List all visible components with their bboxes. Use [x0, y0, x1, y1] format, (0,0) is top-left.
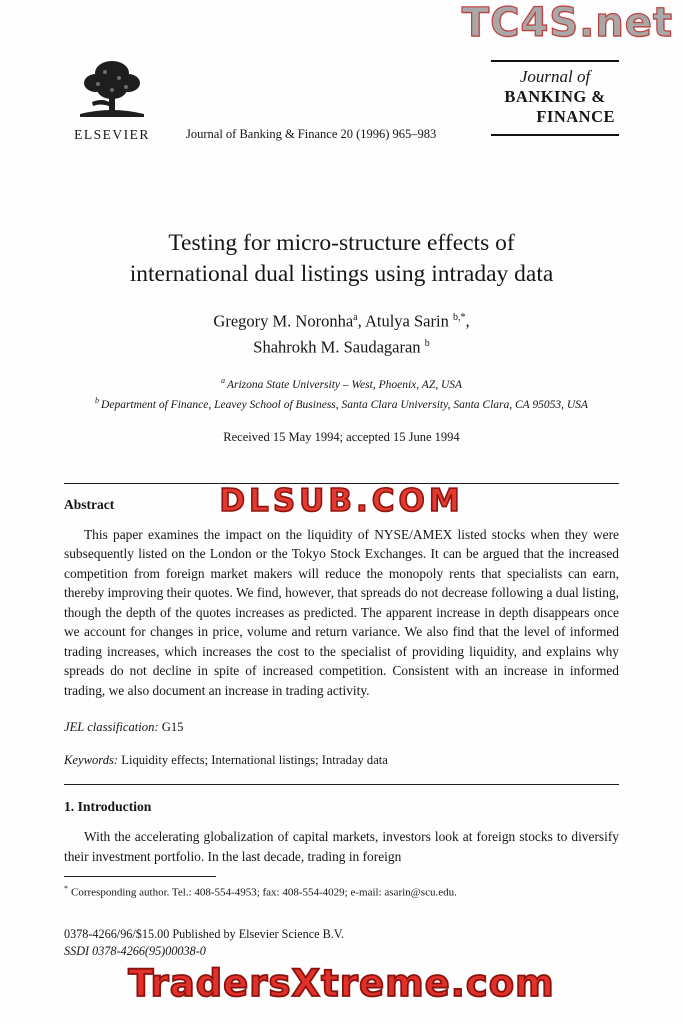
page-title: [64, 228, 619, 290]
keywords-label: Keywords:: [64, 753, 119, 768]
author-1: Gregory M. Noronha: [213, 311, 354, 331]
journal-box-line3: FINANCE: [536, 107, 615, 126]
affiliation-a-text: Arizona State University – West, Phoenix, AZ, USA: [226, 378, 463, 391]
elsevier-logo: [66, 58, 158, 143]
journal-header: [64, 58, 619, 148]
elsevier-tree-icon: [72, 107, 152, 124]
author-line1: [64, 307, 619, 333]
author-3: Shahrokh M. Saudagaran: [253, 337, 421, 356]
watermark-middle: DLSUB.COM: [219, 483, 464, 519]
ssdi-label: SSDI: [64, 944, 90, 958]
rule-above-introduction: [64, 784, 619, 785]
journal-box-line1: Journal of: [519, 67, 591, 86]
title-line1: Testing for micro-structure effects of: [168, 230, 515, 256]
ssdi-value: 0378-4266(95)00038-0: [92, 944, 206, 958]
introduction-text: With the accelerating globalization of capital markets, investors look at foreign stocks to diversify their investment portfolio. In the last decade, trading in foreign: [64, 829, 619, 864]
author-2-affil-mark: b,*: [452, 312, 466, 323]
journal-citation: Journal of Banking & Finance 20 (1996) 965–983: [186, 127, 437, 141]
author-2: Atulya Sarin: [364, 311, 449, 331]
author-3-affil-mark: b: [424, 337, 430, 349]
footnote-block: [64, 876, 619, 900]
imprint-block: [64, 926, 344, 960]
watermark-top: TC4S.net: [461, 0, 673, 46]
imprint-line1: 0378-4266/96/$15.00 Published by Elsevier Science B.V.: [64, 927, 345, 941]
journal-title-box: [491, 60, 619, 136]
section-heading-introduction: 1. Introduction: [64, 799, 152, 815]
author-separator: ,: [465, 311, 470, 331]
affiliation-a-mark: a: [220, 376, 225, 385]
author-line2: [64, 333, 619, 359]
affiliation-a: [64, 373, 619, 393]
footnote-text: Corresponding author. Tel.: 408-554-4953; fax: 408-554-4029; e-mail: asarin@scu.edu.: [71, 886, 457, 899]
author-1-affil-mark: a: [353, 312, 358, 323]
received-dates: Received 15 May 1994; accepted 15 June 1994: [223, 429, 460, 444]
watermark-bottom: TradersXtreme.com: [128, 962, 555, 1005]
author-separator: ,: [357, 311, 365, 331]
journal-box-line2: BANKING &: [504, 87, 606, 106]
abstract-heading: Abstract: [64, 496, 115, 512]
jel-classification: [64, 720, 619, 735]
affiliations: [64, 373, 619, 414]
elsevier-wordmark: ELSEVIER: [74, 127, 150, 142]
imprint-line2: [64, 943, 344, 960]
jel-label: JEL classification:: [64, 720, 159, 735]
corresponding-author-note: [64, 882, 619, 900]
affiliation-b: [64, 393, 619, 413]
article-content: [64, 228, 619, 866]
affiliation-b-mark: b: [95, 396, 100, 406]
footnote-mark: *: [64, 884, 68, 893]
author-list: [64, 307, 619, 358]
jel-value: G15: [161, 720, 184, 735]
keywords-value: Liquidity effects; International listings; Intraday data: [121, 753, 388, 768]
keywords: [64, 753, 619, 768]
title-line2: international dual listings using intraday data: [129, 261, 554, 287]
footnote-separator: [64, 876, 216, 877]
affiliation-b-text: Department of Finance, Leavey School of Business, Santa Clara University, Santa Clara, CA 95053, USA: [101, 399, 588, 412]
abstract-text: This paper examines the impact on the liquidity of NYSE/AMEX listed stocks when they were subsequently listed on the London or the Tokyo Stock Exchanges. It can be argued that the increased competition from foreign market makers will reduce the monopoly rents that specialists can earn, thereby improving their quotes. We find, however, that spreads do not decrease following a dual listing, though the depth of the quotes increases as predicted. The apparent increase in depth disappears once we account for changes in price, volume and return variance. We also find that the level of informed trading increases, which increases the cost to the specialist of providing liquidity, and explains why spreads do not decline in spite of increased competition. Consistent with an increase in informed trading, we also document an increase in trading activity.: [64, 526, 619, 698]
